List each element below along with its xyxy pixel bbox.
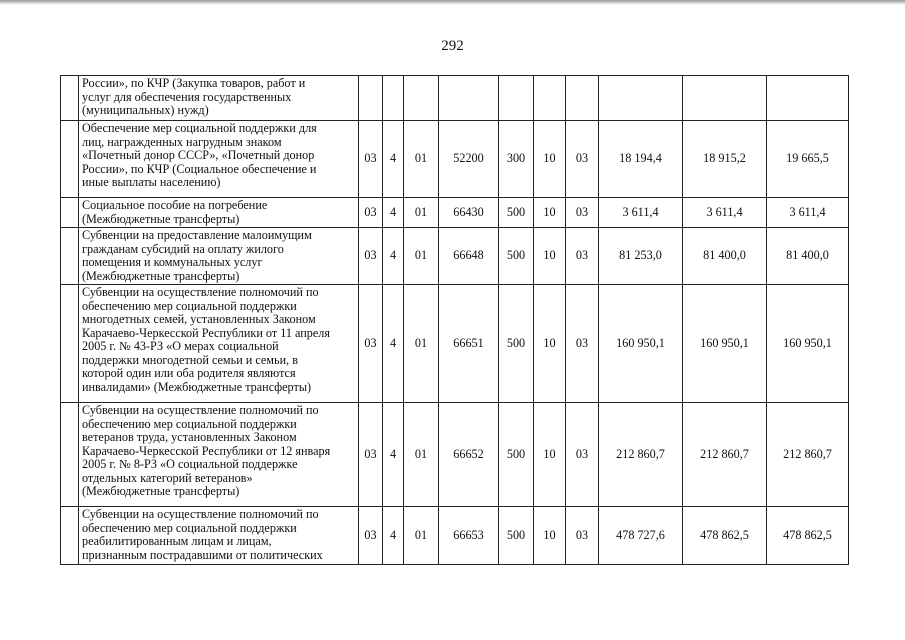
amount-year-3 <box>767 76 849 121</box>
amount-year-2: 81 400,0 <box>683 228 767 285</box>
expense-name-line: (Межбюджетные трансферты) <box>82 211 240 226</box>
expense-name-cell <box>79 403 359 507</box>
row-index-cell <box>61 198 79 228</box>
code-section: 03 <box>359 121 383 198</box>
amount-year-1: 18 194,4 <box>599 121 683 198</box>
expense-name-line: Карачаево-Черкесской Республики от 12 января <box>82 443 331 458</box>
amount-year-1: 81 253,0 <box>599 228 683 285</box>
expense-name-line: помещения и коммунальных услуг <box>82 255 263 269</box>
amount-year-1: 478 727,6 <box>599 507 683 565</box>
table-row <box>61 507 849 565</box>
code-direction: 66651 <box>439 285 499 403</box>
expense-name-line: России», по КЧР (Социальное обеспечение и <box>82 161 317 176</box>
amount-year-3: 212 860,7 <box>767 403 849 507</box>
expense-name-line: «Почетный донор СССР», «Почетный донор <box>82 148 315 162</box>
expense-name-cell <box>79 76 359 121</box>
expense-name-line: обеспечению мер социальной поддержки <box>82 520 297 535</box>
code-direction: 66430 <box>439 198 499 228</box>
code-expense-type: 500 <box>499 403 534 507</box>
amount-year-3: 3 611,4 <box>767 198 849 228</box>
code-chapter: 10 <box>534 121 566 198</box>
expense-name-line: обеспечению мер социальной поддержки <box>82 416 297 431</box>
amount-year-2: 478 862,5 <box>683 507 767 565</box>
code-subchapter: 03 <box>566 285 599 403</box>
code-chapter: 10 <box>534 228 566 285</box>
code-expense-type: 300 <box>499 121 534 198</box>
expense-name-line: ветеранов труда, установленных Законом <box>82 430 297 444</box>
expense-name-line: России», по КЧР (Закупка товаров, работ и <box>82 76 306 90</box>
amount-year-2: 212 860,7 <box>683 403 767 507</box>
code-direction: 66653 <box>439 507 499 565</box>
expense-name-line: (муниципальных) нужд) <box>82 103 209 117</box>
code-program <box>383 76 404 121</box>
code-chapter: 10 <box>534 198 566 228</box>
code-section: 03 <box>359 285 383 403</box>
amount-year-2: 3 611,4 <box>683 198 767 228</box>
row-index-cell <box>61 76 79 121</box>
row-index-cell <box>61 228 79 285</box>
code-section: 03 <box>359 507 383 565</box>
amount-year-2: 18 915,2 <box>683 121 767 198</box>
code-direction: 66652 <box>439 403 499 507</box>
code-subprogram: 01 <box>404 198 439 228</box>
code-program: 4 <box>383 228 404 285</box>
expense-name-cell <box>79 228 359 285</box>
expense-name-line: Субвенции на предоставление малоимущим <box>82 228 312 242</box>
amount-year-2 <box>683 76 767 121</box>
code-subchapter <box>566 76 599 121</box>
expense-name-line: Карачаево-Черкесской Республики от 11 апреля <box>82 325 330 340</box>
code-subprogram: 01 <box>404 403 439 507</box>
expense-name-cell <box>79 121 359 198</box>
expense-name-line: Социальное пособие на погребение <box>82 198 268 212</box>
expense-name-line: многодетных семей, установленных Законом <box>82 312 316 326</box>
code-chapter: 10 <box>534 507 566 565</box>
code-section: 03 <box>359 403 383 507</box>
amount-year-2: 160 950,1 <box>683 285 767 403</box>
table-row <box>61 76 849 121</box>
amount-year-1 <box>599 76 683 121</box>
code-direction: 52200 <box>439 121 499 198</box>
expense-name-line: Субвенции на осуществление полномочий по <box>82 507 319 521</box>
expense-name-cell <box>79 198 359 228</box>
code-subprogram: 01 <box>404 121 439 198</box>
amount-year-3: 478 862,5 <box>767 507 849 565</box>
code-direction <box>439 76 499 121</box>
amount-year-3: 160 950,1 <box>767 285 849 403</box>
code-subprogram: 01 <box>404 285 439 403</box>
scan-top-edge <box>0 0 905 5</box>
code-expense-type: 500 <box>499 507 534 565</box>
expense-name-line: реабилитированным лицам и лицам, <box>82 534 272 548</box>
code-expense-type: 500 <box>499 228 534 285</box>
expense-name-line: лиц, награжденных нагрудным знаком <box>82 134 282 149</box>
code-subprogram <box>404 76 439 121</box>
table-row <box>61 198 849 228</box>
expense-name-line: (Межбюджетные трансферты) <box>82 484 240 498</box>
table-row <box>61 285 849 403</box>
expense-name-cell <box>79 285 359 403</box>
row-index-cell <box>61 403 79 507</box>
code-section <box>359 76 383 121</box>
expense-name-line: 2005 г. № 43-РЗ «О мерах социальной <box>82 339 279 353</box>
code-program: 4 <box>383 507 404 565</box>
expense-name-line: Обеспечение мер социальной поддержки для <box>82 121 317 135</box>
code-program: 4 <box>383 121 404 198</box>
amount-year-1: 212 860,7 <box>599 403 683 507</box>
expense-name-line: Субвенции на осуществление полномочий по <box>82 403 319 417</box>
amount-year-3: 19 665,5 <box>767 121 849 198</box>
row-index-cell <box>61 121 79 198</box>
amount-year-1: 160 950,1 <box>599 285 683 403</box>
code-program: 4 <box>383 198 404 228</box>
expense-name-line: признанным пострадавшими от политических <box>82 547 323 562</box>
table-row <box>61 121 849 198</box>
row-index-cell <box>61 285 79 403</box>
expense-name-line: 2005 г. № 8-РЗ «О социальной поддержке <box>82 457 298 471</box>
expense-name-line: отдельных категорий ветеранов» <box>82 470 253 485</box>
expense-name-line: (Межбюджетные трансферты) <box>82 268 240 283</box>
code-section: 03 <box>359 228 383 285</box>
code-subchapter: 03 <box>566 198 599 228</box>
expense-name-line: Субвенции на осуществление полномочий по <box>82 285 319 299</box>
expense-name-line: обеспечению мер социальной поддержки <box>82 298 297 313</box>
code-subchapter: 03 <box>566 228 599 285</box>
budget-table <box>60 75 849 565</box>
code-expense-type: 500 <box>499 285 534 403</box>
expense-name-line: гражданам субсидий на оплату жилого <box>82 241 284 256</box>
code-direction: 66648 <box>439 228 499 285</box>
expense-name-line: инвалидами» (Межбюджетные трансферты) <box>82 379 312 394</box>
code-subchapter: 03 <box>566 403 599 507</box>
code-subprogram: 01 <box>404 228 439 285</box>
expense-name-line: иные выплаты населению) <box>82 175 221 189</box>
amount-year-3: 81 400,0 <box>767 228 849 285</box>
amount-year-1: 3 611,4 <box>599 198 683 228</box>
expense-name-line: поддержки многодетной семьи и семьи, в <box>82 352 298 367</box>
code-program: 4 <box>383 285 404 403</box>
table-row <box>61 403 849 507</box>
expense-name-line: услуг для обеспечения государственных <box>82 89 292 104</box>
code-chapter: 10 <box>534 285 566 403</box>
expense-name-line: которой один или оба родителя являются <box>82 366 296 380</box>
code-expense-type: 500 <box>499 198 534 228</box>
table-row <box>61 228 849 285</box>
code-chapter: 10 <box>534 403 566 507</box>
code-chapter <box>534 76 566 121</box>
expense-name-cell <box>79 507 359 565</box>
code-subchapter: 03 <box>566 507 599 565</box>
code-subprogram: 01 <box>404 507 439 565</box>
row-index-cell <box>61 507 79 565</box>
code-program: 4 <box>383 403 404 507</box>
code-subchapter: 03 <box>566 121 599 198</box>
code-expense-type <box>499 76 534 121</box>
page-number: 292 <box>441 38 464 54</box>
code-section: 03 <box>359 198 383 228</box>
